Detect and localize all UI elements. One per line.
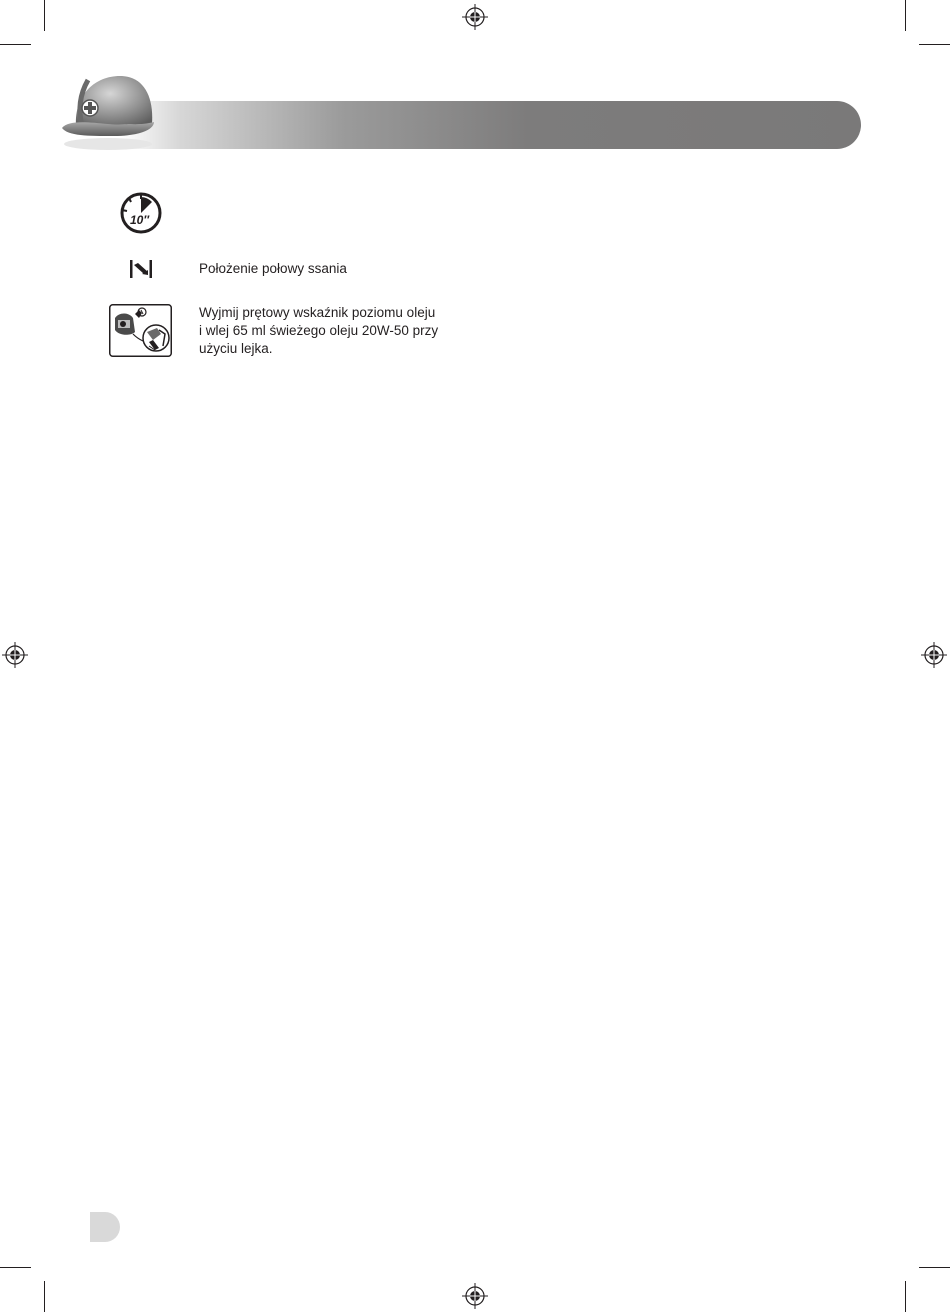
half-choke-description: Położenie połowy ssania bbox=[199, 261, 347, 276]
crop-mark-bottom-right-h bbox=[919, 1267, 950, 1268]
page-number-tab bbox=[90, 1212, 120, 1242]
registration-mark-bottom bbox=[462, 1283, 488, 1309]
crop-mark-top-right-v bbox=[905, 0, 906, 31]
section-header-band bbox=[120, 101, 861, 149]
registration-mark-left bbox=[2, 642, 28, 668]
registration-mark-right bbox=[921, 642, 947, 668]
crop-mark-top-right-h bbox=[919, 44, 950, 45]
crop-mark-bottom-right-v bbox=[905, 1281, 906, 1312]
crop-mark-bottom-left-h bbox=[0, 1267, 31, 1268]
registration-mark-top bbox=[462, 4, 488, 30]
crop-mark-top-left-h bbox=[0, 44, 31, 45]
safety-helmet-icon bbox=[58, 68, 162, 152]
oil-refill-description: Wyjmij prętowy wskaźnik poziomu oleju i wlej 65 ml świeżego oleju 20W-50 przy użyciu lejka. bbox=[199, 305, 439, 356]
crop-mark-bottom-left-v bbox=[44, 1281, 45, 1312]
timer-10-seconds-icon bbox=[119, 191, 163, 235]
crop-mark-top-left-v bbox=[44, 0, 45, 31]
timer-label: 10″ bbox=[130, 213, 150, 227]
half-choke-icon bbox=[129, 259, 153, 279]
oil-refill-illustration-icon bbox=[109, 304, 172, 357]
